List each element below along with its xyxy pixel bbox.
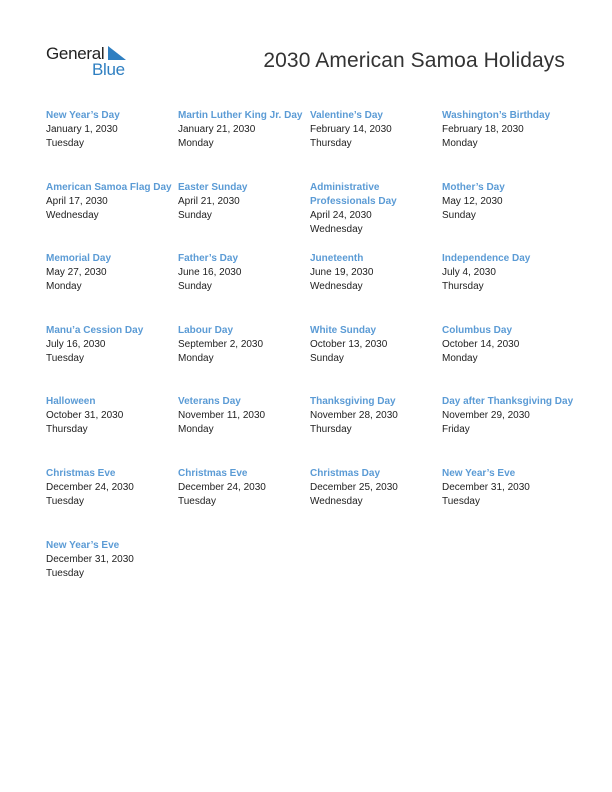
logo-general-text: General <box>46 44 105 63</box>
holiday-item <box>442 324 574 396</box>
holiday-name: Labour Day <box>178 324 234 336</box>
holiday-item <box>178 109 310 181</box>
holiday-name: Memorial Day <box>46 253 112 265</box>
holiday-date: February 14, 2030 <box>310 124 392 135</box>
holiday-date: December 31, 2030 <box>46 553 134 565</box>
holiday-weekday: Wednesday <box>310 281 363 293</box>
holiday-date: November 28, 2030 <box>310 410 398 422</box>
holiday-name: Washington’s Birthday <box>442 110 551 121</box>
holiday-weekday: Monday <box>46 281 82 293</box>
holiday-name: Administrative Professionals Day <box>310 181 397 207</box>
holiday-name: Independence Day <box>442 253 531 265</box>
holiday-item <box>442 467 574 539</box>
holiday-item <box>178 467 310 539</box>
holiday-date: February 18, 2030 <box>442 124 524 135</box>
holiday-item <box>442 395 574 467</box>
holiday-name: Valentine’s Day <box>310 110 383 121</box>
holiday-date: October 14, 2030 <box>442 338 520 350</box>
holiday-name: Veterans Day <box>178 396 241 408</box>
holiday-weekday: Thursday <box>310 424 352 436</box>
holiday-weekday: Friday <box>442 424 470 436</box>
holiday-item <box>46 252 178 324</box>
holiday-date: May 27, 2030 <box>46 267 107 279</box>
holiday-date: January 1, 2030 <box>46 124 118 135</box>
holiday-name: Mother’s Day <box>442 181 505 193</box>
holiday-name: Easter Sunday <box>178 181 248 193</box>
holiday-weekday: Sunday <box>442 209 476 221</box>
holiday-name: Day after Thanksgiving Day <box>442 396 574 408</box>
holiday-date: December 24, 2030 <box>178 481 266 493</box>
holiday-item <box>442 252 574 324</box>
holiday-date: June 19, 2030 <box>310 267 374 279</box>
logo-blue-text: Blue <box>92 60 125 79</box>
holiday-name: Christmas Eve <box>178 467 248 479</box>
holiday-weekday: Sunday <box>310 352 344 364</box>
holiday-date: April 24, 2030 <box>310 209 372 221</box>
holiday-name: Father’s Day <box>178 253 239 265</box>
holiday-date: November 11, 2030 <box>178 410 266 422</box>
holiday-weekday: Monday <box>178 424 214 436</box>
holiday-name: Halloween <box>46 396 96 408</box>
holiday-weekday: Sunday <box>178 281 212 293</box>
holiday-item <box>46 324 178 396</box>
holiday-date: October 31, 2030 <box>46 410 124 422</box>
holiday-date: December 24, 2030 <box>46 481 134 493</box>
holiday-item <box>46 109 178 181</box>
holiday-name: Christmas Day <box>310 467 381 479</box>
holiday-weekday: Tuesday <box>46 138 84 149</box>
holiday-weekday: Tuesday <box>46 567 84 579</box>
holiday-date: December 31, 2030 <box>442 481 530 493</box>
holiday-weekday: Thursday <box>442 281 484 293</box>
holiday-item <box>310 109 442 181</box>
holiday-weekday: Sunday <box>178 209 212 221</box>
page-title: 2030 American Samoa Holidays <box>263 49 565 72</box>
holiday-item <box>310 324 442 396</box>
holiday-date: January 21, 2030 <box>178 124 256 135</box>
holiday-item <box>310 181 442 253</box>
holiday-name: New Year’s Eve <box>46 539 120 551</box>
holiday-name: Martin Luther King Jr. Day <box>178 110 303 121</box>
holiday-weekday: Monday <box>178 138 214 149</box>
holiday-item <box>310 395 442 467</box>
holiday-weekday: Tuesday <box>442 495 480 507</box>
holiday-date: December 25, 2030 <box>310 481 398 493</box>
holiday-name: Thanksgiving Day <box>310 396 396 408</box>
holiday-item <box>46 467 178 539</box>
holiday-date: April 21, 2030 <box>178 195 240 207</box>
holiday-item <box>46 539 178 611</box>
holiday-name: Manu’a Cession Day <box>46 324 144 336</box>
holiday-date: June 16, 2030 <box>178 267 242 279</box>
holiday-item <box>178 395 310 467</box>
holiday-weekday: Thursday <box>310 138 352 149</box>
holiday-weekday: Tuesday <box>46 352 84 364</box>
holiday-weekday: Wednesday <box>46 209 99 221</box>
holiday-item <box>310 252 442 324</box>
holiday-item <box>178 252 310 324</box>
holiday-name: American Samoa Flag Day <box>46 181 172 193</box>
holiday-item <box>46 181 178 253</box>
holiday-weekday: Tuesday <box>178 495 216 507</box>
holiday-name: New Year’s Day <box>46 110 120 121</box>
holiday-weekday: Monday <box>442 138 478 149</box>
holiday-weekday: Thursday <box>46 424 88 436</box>
logo <box>46 44 136 80</box>
holiday-item <box>442 109 574 181</box>
holiday-date: September 2, 2030 <box>178 338 264 350</box>
holiday-weekday: Tuesday <box>46 495 84 507</box>
holiday-date: July 4, 2030 <box>442 267 496 279</box>
holiday-weekday: Monday <box>178 352 214 364</box>
holiday-name: Juneteenth <box>310 253 364 265</box>
holiday-name: New Year’s Eve <box>442 467 516 479</box>
holiday-name: White Sunday <box>310 324 377 336</box>
holiday-item <box>46 395 178 467</box>
holiday-date: May 12, 2030 <box>442 195 503 207</box>
holiday-item <box>178 181 310 253</box>
holiday-date: July 16, 2030 <box>46 338 106 350</box>
holiday-name: Christmas Eve <box>46 467 116 479</box>
holiday-grid <box>46 109 576 610</box>
logo-triangle-icon <box>108 46 126 60</box>
holiday-item <box>442 181 574 253</box>
holiday-weekday: Wednesday <box>310 495 363 507</box>
holiday-date: October 13, 2030 <box>310 338 388 350</box>
holiday-item <box>178 324 310 396</box>
holiday-date: April 17, 2030 <box>46 195 108 207</box>
holiday-item <box>310 467 442 539</box>
holiday-name: Columbus Day <box>442 324 513 336</box>
holiday-weekday: Monday <box>442 352 478 364</box>
holiday-date: November 29, 2030 <box>442 410 530 422</box>
holiday-weekday: Wednesday <box>310 223 363 235</box>
